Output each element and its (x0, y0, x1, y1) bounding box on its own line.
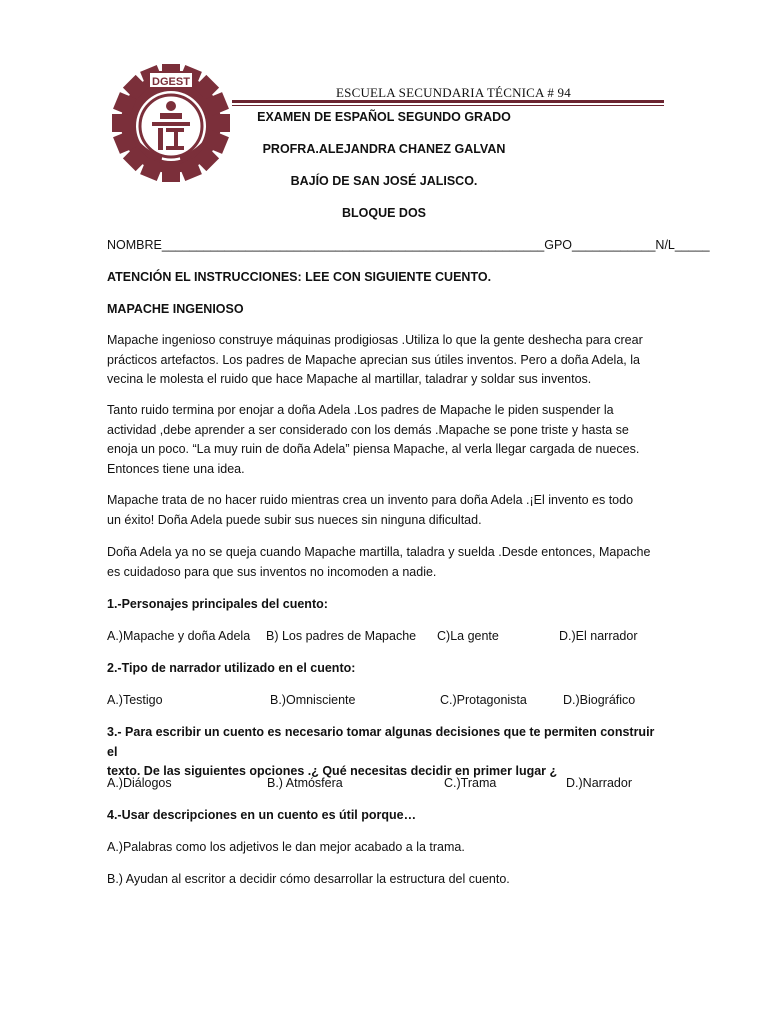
q3-option-a[interactable]: A.)Diálogos (107, 776, 172, 790)
header-rule-thin (232, 105, 664, 106)
svg-text:DGEST: DGEST (152, 76, 190, 88)
story-paragraph: Mapache ingenioso construye máquinas prodigiosas .Utiliza lo que la gente deshecha para crear prácticos artefactos. Los padres de Mapache aprecian sus útiles inventos. Pero a doña Adela, la vecina le molesta el ruido que hace Mapache al martillar, taladrar y soldar sus inventos. (107, 333, 643, 386)
q1-option-c[interactable]: C)La gente (437, 629, 499, 643)
q4-option-b[interactable]: B.) Ayudan al escritor a decidir cómo desarrollar la estructura del cuento. (107, 872, 510, 886)
question-2: 2.-Tipo de narrador utilizado en el cuento: (107, 661, 356, 675)
header-rule (232, 100, 664, 103)
instructions: ATENCIÓN EL INSTRUCCIONES: LEE CON SIGUIENTE CUENTO. (107, 270, 492, 284)
q3-option-d[interactable]: D.)Narrador (566, 776, 632, 790)
q2-option-c[interactable]: C.)Protagonista (440, 693, 527, 707)
location: BAJÍO DE SAN JOSÉ JALISCO. (290, 174, 478, 188)
school-name: ESCUELA SECUNDARIA TÉCNICA # 94 (336, 85, 571, 100)
question-3: 3.- Para escribir un cuento es necesario tomar algunas decisiones que te permiten construir el texto. De las siguientes opciones .¿ Qué necesitas decidir en primer lugar ¿ (107, 725, 655, 778)
q1-option-b[interactable]: B) Los padres de Mapache (266, 629, 417, 643)
q2-option-a[interactable]: A.)Testigo (107, 693, 163, 707)
q4-option-a[interactable]: A.)Palabras como los adjetivos le dan mejor acabado a la trama. (107, 840, 465, 854)
q1-option-d[interactable]: D.)El narrador (559, 629, 638, 643)
block-title: BLOQUE DOS (341, 206, 427, 220)
story-paragraph: Mapache trata de no hacer ruido mientras crea un invento para doña Adela .¡El invento es todo un éxito! Doña Adela puede subir sus nueces sin ninguna dificultad. (107, 493, 634, 527)
q2-option-d[interactable]: D.)Biográfico (563, 693, 636, 707)
question-1: 1.-Personajes principales del cuento: (107, 597, 328, 611)
exam-title: EXAMEN DE ESPAÑOL SEGUNDO GRADO (257, 110, 511, 124)
question-4: 4.-Usar descripciones en un cuento es útil porque… (107, 808, 417, 822)
name-line[interactable]: NOMBRE_______________________________________________________GPO____________N/L_____ (107, 238, 710, 252)
teacher-name: PROFRA.ALEJANDRA CHANEZ GALVAN (262, 142, 506, 156)
q2-option-b[interactable]: B.)Omnisciente (270, 693, 356, 707)
story-title: MAPACHE INGENIOSO (107, 302, 244, 316)
story-paragraph: Tanto ruido termina por enojar a doña Adela .Los padres de Mapache le piden suspender la actividad ,debe aprender a ser considerado con los demás .Mapache se pone triste y hasta se enoja un poco. “La muy ruin de doña Adela” piensa Mapache, al verla llegar cargada de nueces. Entonces tiene una idea. (107, 403, 640, 476)
q3-option-b[interactable]: B.) Atmósfera (267, 776, 343, 790)
q3-option-c[interactable]: C.)Trama (444, 776, 497, 790)
story-paragraph: Doña Adela ya no se queja cuando Mapache martilla, taladra y suelda .Desde entonces, Mapache es cuidadoso para que sus inventos no incomoden a nadie. (107, 545, 651, 579)
q1-option-a[interactable]: A.)Mapache y doña Adela (107, 629, 251, 643)
